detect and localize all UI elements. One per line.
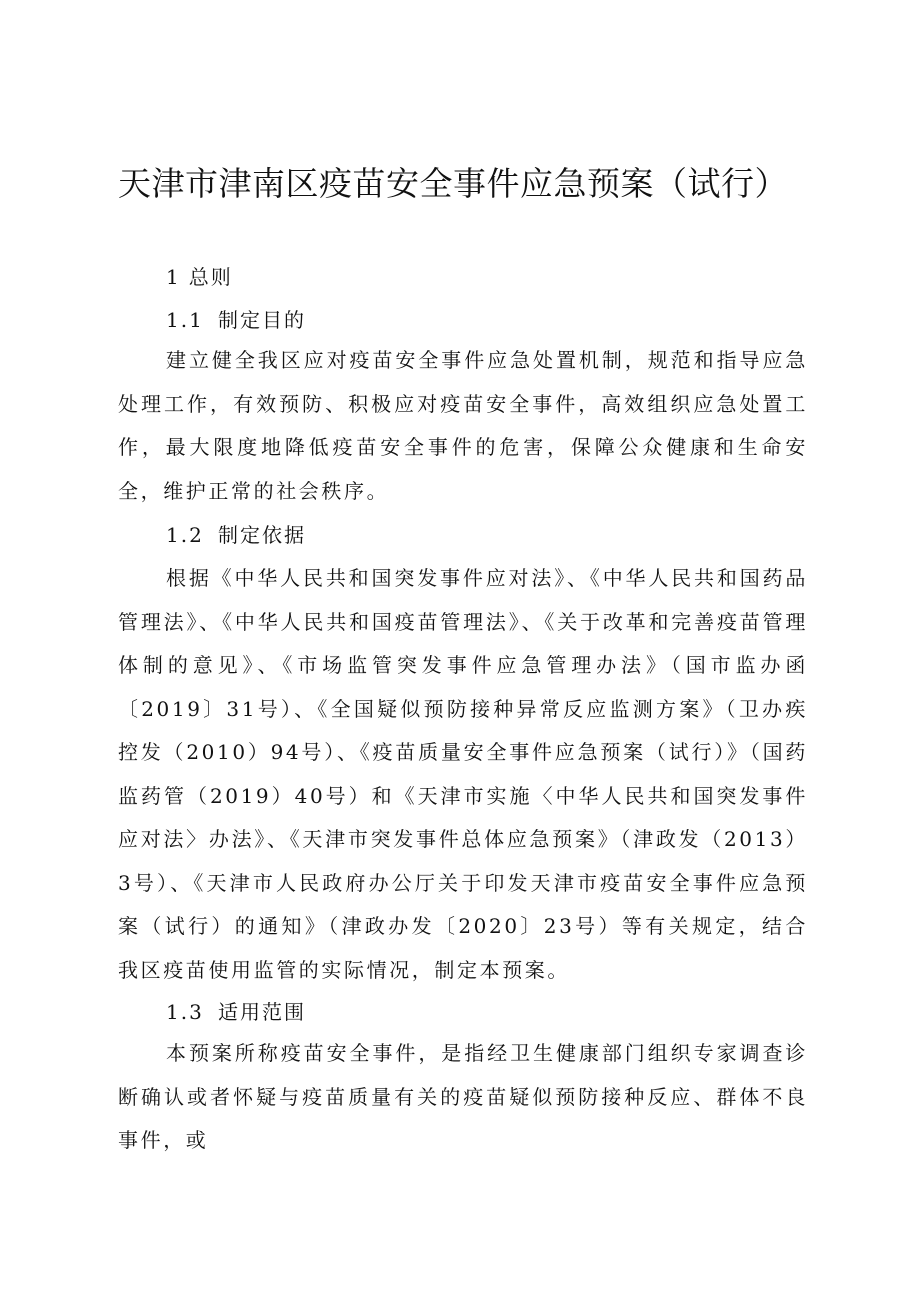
section-title: 适用范围 — [218, 1000, 306, 1024]
section-title: 制定目的 — [218, 308, 306, 332]
paragraph-basis: 根据《中华人民共和国突发事件应对法》、《中华人民共和国药品管理法》、《中华人民共和国疫苗管理法》、《关于改革和完善疫苗管理体制的意见》、《市场监管突发事件应急管理办法》（国市监办函〔2019〕31号）、《全国疑似预防接种异常反应监测方案》（卫办疾控发（2010）94号）、《疫苗质量安全事件应急预案（试行）》（国药监药管（2019）40号）和《天津市实施〈中华人民共和国突发事件应对法〉办法》、《天津市突发事件总体应急预案》（津政发（2013）3号）、《天津市人民政府办公厅关于印发天津市疫苗安全事件应急预案（试行）的通知》（津政办发〔2020〕23号）等有关规定，结合我区疫苗使用监管的实际情况，制定本预案。 — [118, 566, 808, 982]
section-heading-1-3 — [166, 997, 306, 1027]
section-heading-1 — [166, 262, 233, 292]
section-number: 1.1 — [166, 308, 204, 332]
section-number: 1.2 — [166, 523, 204, 547]
section-heading-1-2 — [166, 520, 306, 550]
document-title: 天津市津南区疫苗安全事件应急预案（试行） — [118, 164, 788, 203]
paragraph-purpose: 建立健全我区应对疫苗安全事件应急处置机制，规范和指导应急处理工作，有效预防、积极应对疫苗安全事件，高效组织应急处置工作，最大限度地降低疫苗安全事件的危害，保障公众健康和生命安全，维护正常的社会秩序。 — [118, 348, 808, 503]
section-number: 1.3 — [166, 1000, 204, 1024]
section-title: 总则 — [188, 265, 233, 289]
section-number: 1 — [166, 265, 181, 289]
paragraph-scope: 本预案所称疫苗安全事件，是指经卫生健康部门组织专家调查诊断确认或者怀疑与疫苗质量有关的疫苗疑似预防接种反应、群体不良事件，或 — [118, 1041, 808, 1152]
section-heading-1-1 — [166, 305, 306, 335]
section-title: 制定依据 — [218, 523, 306, 547]
